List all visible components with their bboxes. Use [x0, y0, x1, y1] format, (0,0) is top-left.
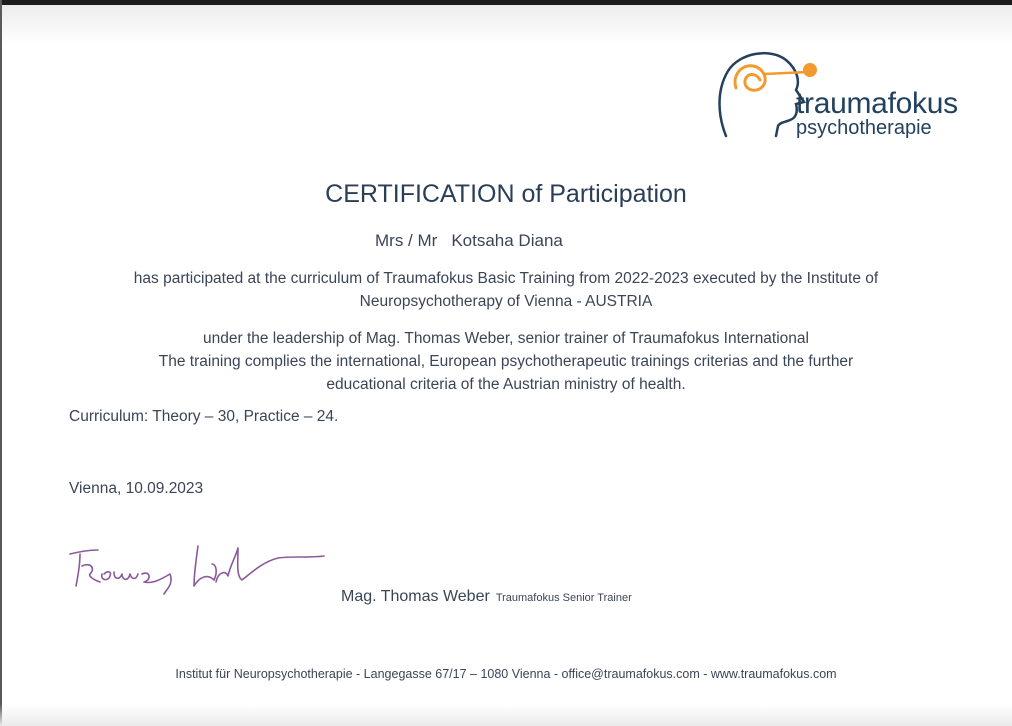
leadership-paragraph — [0, 327, 1012, 396]
logo-subtitle: psychotherapie — [796, 117, 932, 139]
bottom-shadow — [0, 704, 1012, 726]
signatory — [341, 588, 632, 606]
certificate-title: CERTIFICATION of Participation — [325, 180, 687, 208]
footer-address: Institut für Neuropsychotherapie - Langegasse 67/17 – 1080 Vienna - office@traumafokus.com - www.traumafokus.com — [175, 667, 837, 681]
logo-name: traumafokus — [796, 87, 958, 120]
curriculum-hours: Curriculum: Theory – 30, Practice – 24. — [69, 408, 339, 425]
participant-name: Kotsaha Diana — [451, 231, 563, 250]
salutation: Mrs / Mr — [375, 231, 438, 250]
paragraph-line: Neuropsychotherapy of Vienna - AUSTRIA — [359, 293, 653, 310]
paragraph-line: educational criteria of the Austrian ministry of health. — [326, 376, 686, 393]
signatory-role: Traumafokus Senior Trainer — [495, 592, 632, 604]
signatory-name: Mag. Thomas Weber — [341, 588, 490, 605]
paragraph-line: under the leadership of Mag. Thomas Weber, senior trainer of Traumafokus International — [203, 330, 809, 347]
top-shadow — [0, 5, 1012, 45]
paragraph-line: has participated at the curriculum of Traumafokus Basic Training from 2022-2023 executed by the Institute of — [133, 270, 879, 287]
paragraph-line: The training complies the international, European psychotherapeutic trainings criterias and the further — [158, 353, 854, 370]
handwritten-signature — [66, 536, 328, 596]
participant-line — [375, 231, 563, 251]
place-and-date: Vienna, 10.09.2023 — [69, 480, 204, 497]
participation-paragraph — [0, 267, 1012, 313]
traumafokus-logo — [716, 46, 991, 146]
